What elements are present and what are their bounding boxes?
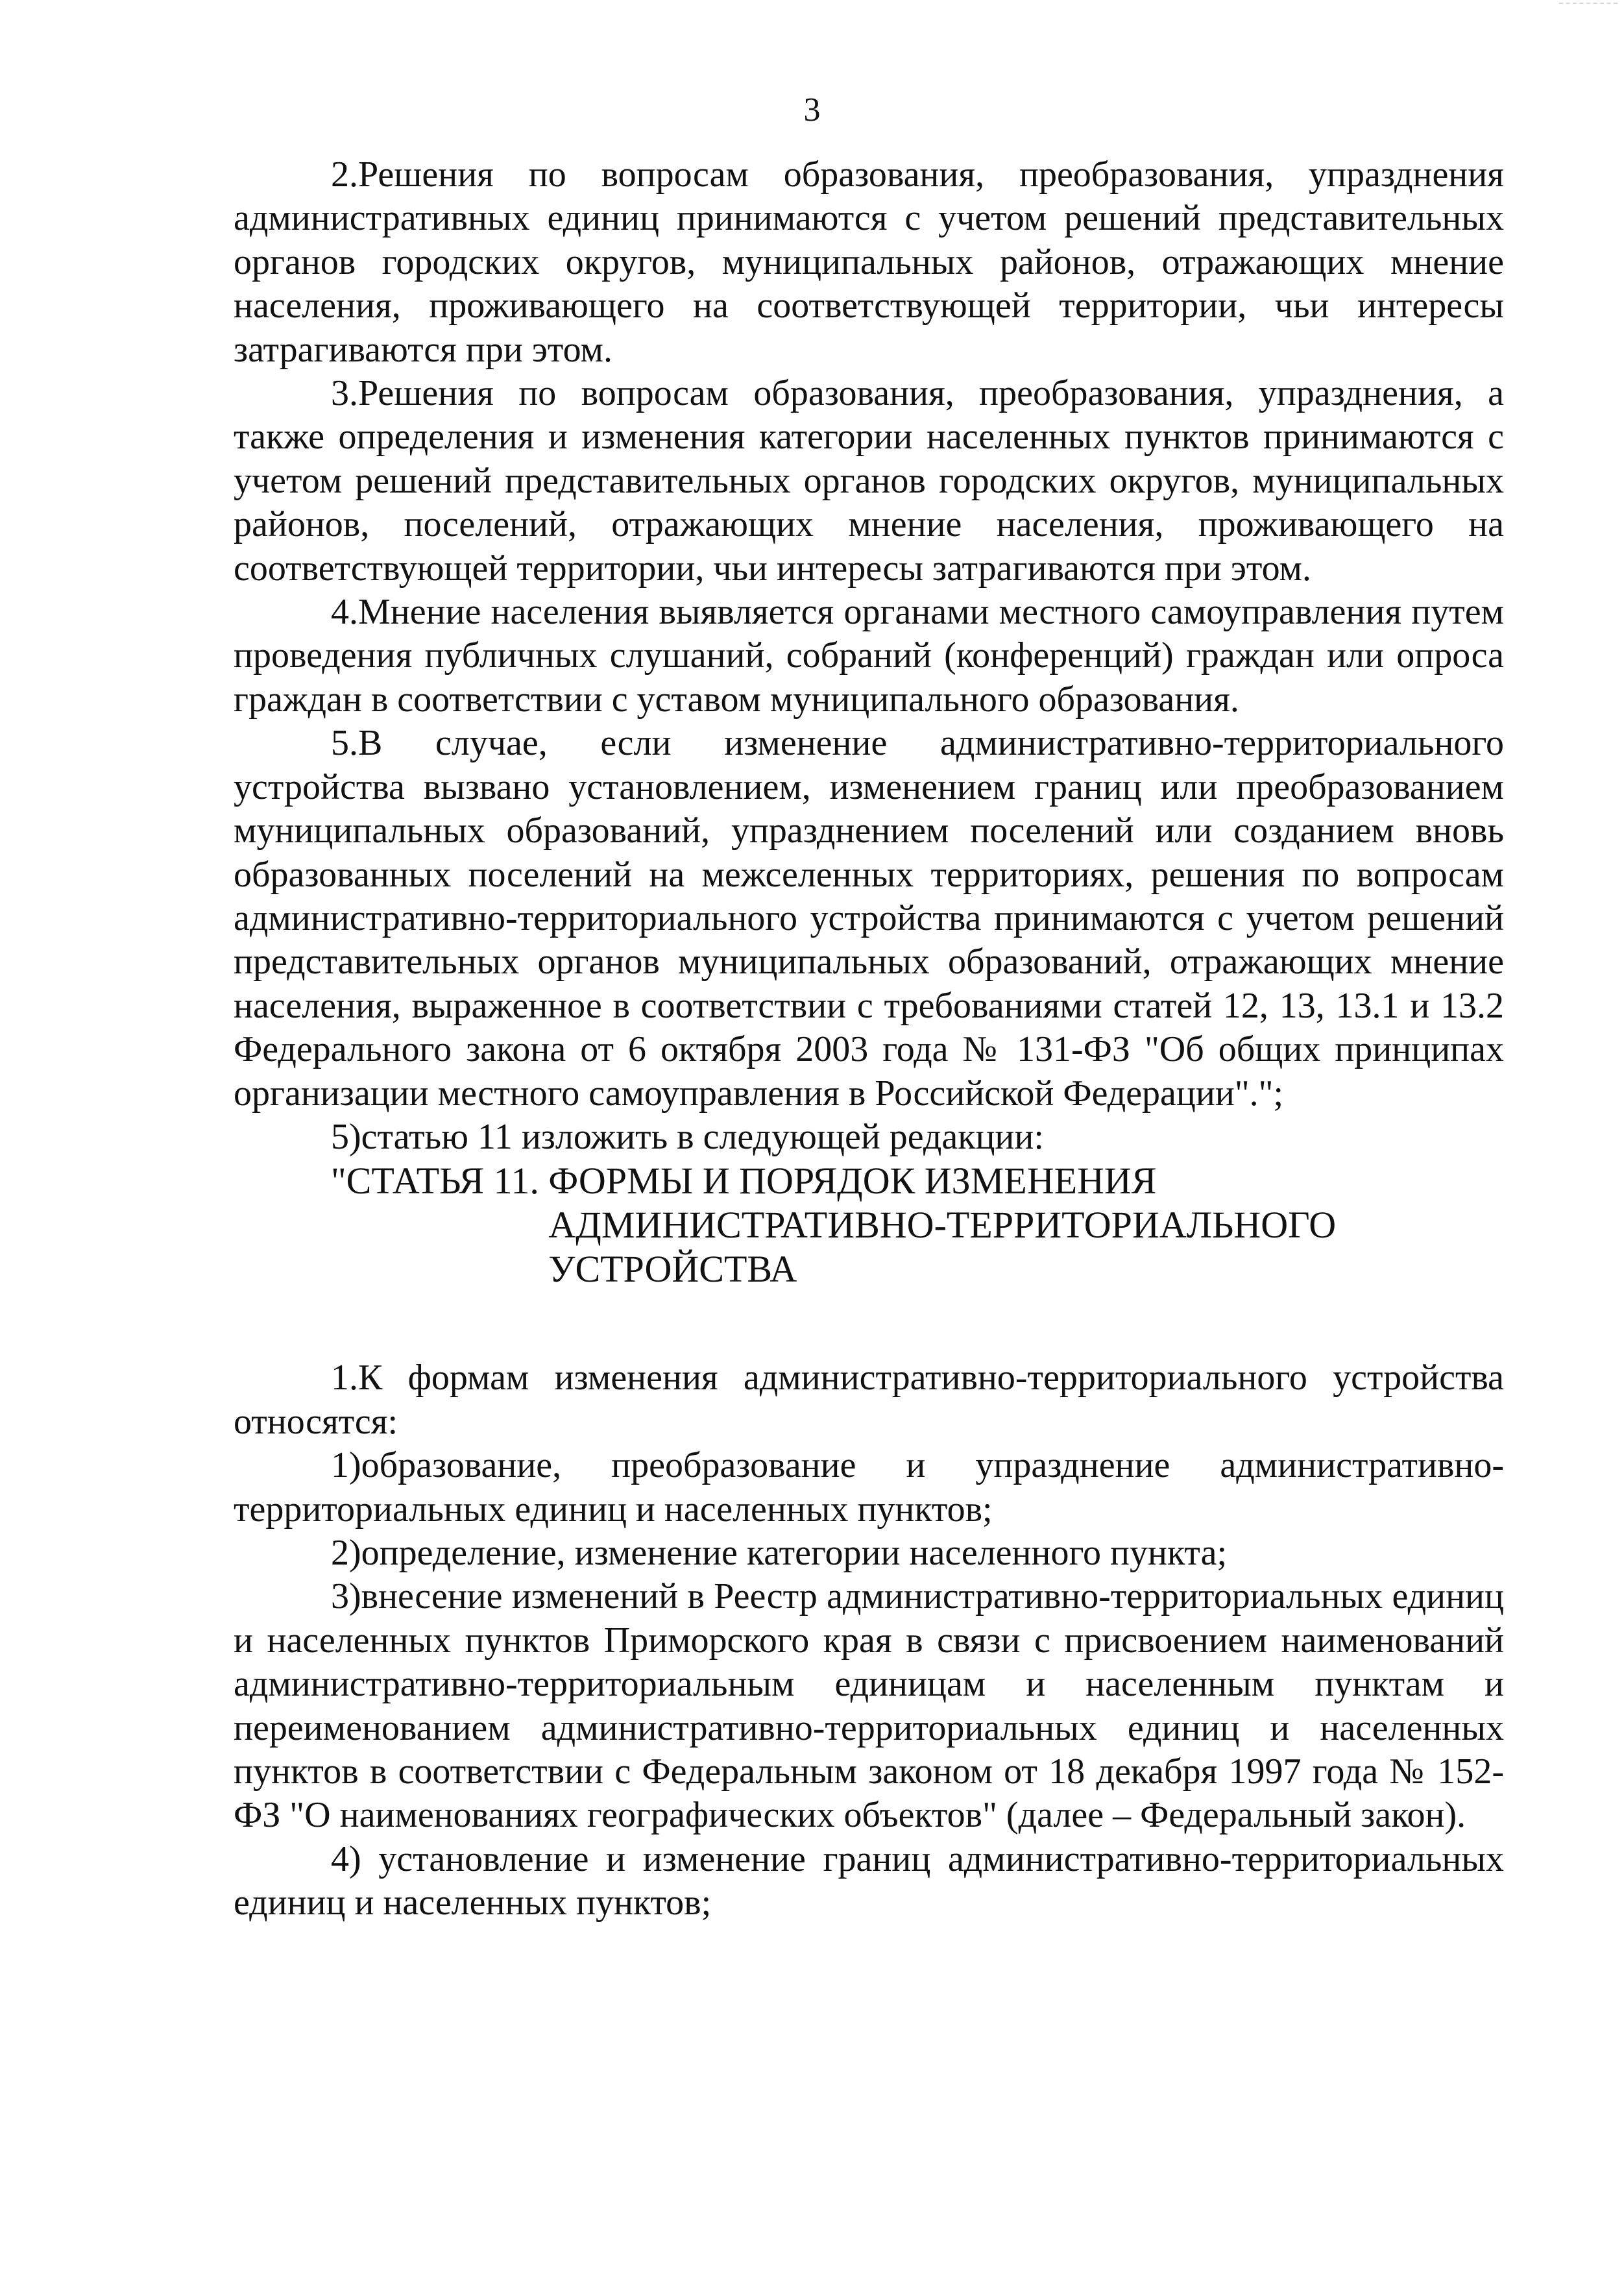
article-title-line-2: АДМИНИСТРАТИВНО-ТЕРРИТОРИАЛЬНОГО	[548, 1204, 1337, 1247]
heading-spacer	[234, 1291, 1504, 1356]
paragraph-forms-of-change: 1.К формам изменения административно-территориального устройства относятся:	[234, 1358, 1504, 1442]
paragraph-5-municipal-changes: 5.В случае, если изменение административно-территориального устройства вызвано установлением, изменением границ или преобразованием муниципальных образований, упразднением поселений или созданием вновь образованных поселений на межселенных территориях, решения по вопросам административно-территориального устройства принимаются с учетом решений представительных органов муниципальных образований, отражающих мнение населения, выраженное в соответствии с требованиями статей 12, 13, 13.1 и 13.2 Федерального закона от 6 октября 2003 года № 131-ФЗ "Об общих принципах организации местного самоуправления в Российской Федерации".";	[234, 723, 1504, 1114]
article-11-title	[548, 1159, 1457, 1291]
article-title-line-1: ФОРМЫ И ПОРЯДОК ИЗМЕНЕНИЯ	[548, 1160, 1157, 1202]
paragraph-3-decisions-settlements: 3.Решения по вопросам образования, преобразования, упразднения, а также определения и изменения категории населенных пунктов принимаются с учетом решений представительных органов городских округов, муниципальных районов, поселений, отражающих мнение населения, проживающего на соответствующей территории, чьи интересы затрагиваются при этом.	[234, 373, 1504, 589]
list-item-3-registry: 3)внесение изменений в Реестр административно-территориальных единиц и населенных пунктов Приморского края в связи с присвоением наименований административно-территориальным единицам и населенным пунктам и переименованием административно-территориальных единиц и населенных пунктов в соответствии с Федеральным законом от 18 декабря 1997 года № 152-ФЗ "О наименованиях географических объектов" (далее – Федеральный закон).	[234, 1576, 1504, 1836]
article-title-line-3: УСТРОЙСТВА	[548, 1248, 797, 1291]
list-item-1-formation: 1)образование, преобразование и упразднение административно-территориальных единиц и населенных пунктов;	[234, 1445, 1504, 1529]
article-11-number: "СТАТЬЯ 11.	[331, 1160, 539, 1202]
paragraph-article-11-amendment: 5)статью 11 изложить в следующей редакции:	[331, 1116, 1044, 1157]
paragraph-2-decisions-admin-units: 2.Решения по вопросам образования, преобразования, упразднения административных единиц принимаются с учетом решений представительных органов городских округов, муниципальных районов, отражающих мнение населения, проживающего на соответствующей территории, чьи интересы затрагиваются при этом.	[234, 154, 1504, 370]
document-body	[234, 153, 1504, 1925]
article-11-heading	[234, 1159, 1504, 1291]
page-number: 3	[803, 91, 821, 128]
list-item-4-boundaries: 4) установление и изменение границ административно-территориальных единиц и населенных пунктов;	[234, 1838, 1504, 1923]
paragraph-4-public-opinion: 4.Мнение населения выявляется органами местного самоуправления путем проведения публичных слушаний, собраний (конференций) граждан или опроса граждан в соответствии с уставом муниципального образования.	[234, 592, 1504, 720]
list-item-2-category: 2)определение, изменение категории населенного пункта;	[331, 1532, 1227, 1573]
scan-edge-mark	[1559, 3, 1618, 10]
